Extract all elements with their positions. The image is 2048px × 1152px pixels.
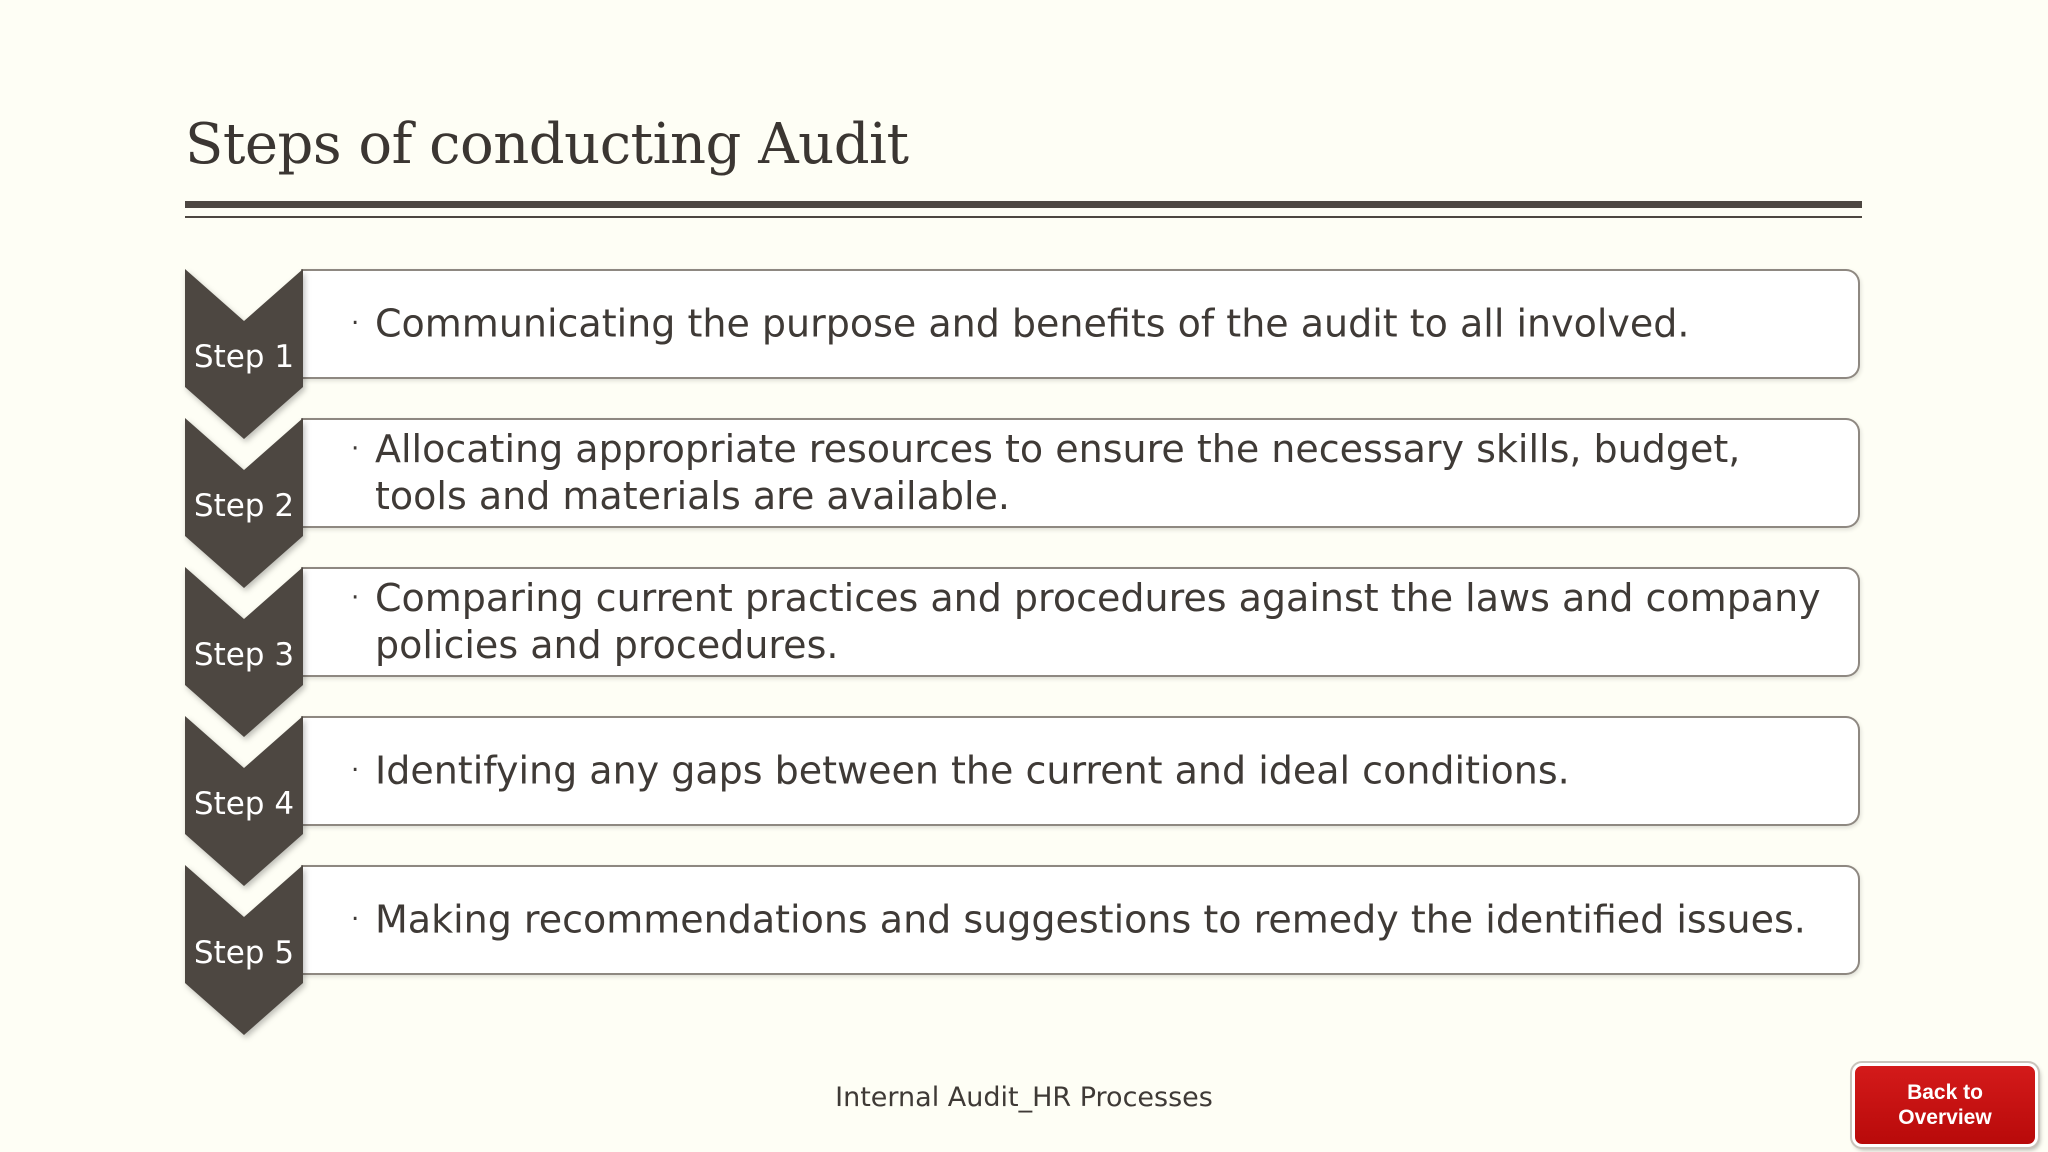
back-button-label: Back to Overview <box>1898 1081 1992 1129</box>
step-box <box>301 269 1860 379</box>
title-divider-thin <box>185 216 1862 218</box>
step-description: Allocating appropriate resources to ensure the necessary skills, budget, tools and materials are available. <box>375 427 1741 518</box>
step-chevron <box>185 716 303 886</box>
step-label: Step 1 <box>193 339 295 375</box>
bullet-icon: · <box>351 755 360 786</box>
step-item-4 <box>185 716 1862 886</box>
bullet-icon: · <box>351 308 360 339</box>
step-box <box>301 865 1860 975</box>
step-description: Comparing current practices and procedures against the laws and company policies and procedures. <box>375 576 1821 667</box>
step-item-2 <box>185 418 1862 588</box>
slide-footer: Internal Audit_HR Processes <box>835 1082 1213 1113</box>
step-label: Step 4 <box>193 786 295 822</box>
step-item-5 <box>185 865 1862 1035</box>
step-item-3 <box>185 567 1862 737</box>
title-divider-thick <box>185 201 1862 208</box>
bullet-icon: · <box>351 904 360 935</box>
step-chevron <box>185 269 303 439</box>
step-description: Communicating the purpose and benefits of the audit to all involved. <box>375 301 1690 346</box>
step-chevron <box>185 865 303 1035</box>
step-chevron <box>185 418 303 588</box>
step-box <box>301 716 1860 826</box>
step-label: Step 3 <box>193 637 295 673</box>
step-label: Step 2 <box>193 488 295 524</box>
step-box <box>301 418 1860 528</box>
bullet-icon: · <box>351 434 360 464</box>
step-chevron <box>185 567 303 737</box>
step-item-1 <box>185 269 1862 439</box>
back-to-overview-button[interactable] <box>1852 1063 2038 1147</box>
step-box <box>301 567 1860 677</box>
step-description: Making recommendations and suggestions to remedy the identified issues. <box>375 897 1806 942</box>
bullet-icon: · <box>351 583 360 613</box>
slide-title: Steps of conducting Audit <box>185 112 909 177</box>
step-description: Identifying any gaps between the current and ideal conditions. <box>375 748 1570 793</box>
step-label: Step 5 <box>193 935 295 971</box>
